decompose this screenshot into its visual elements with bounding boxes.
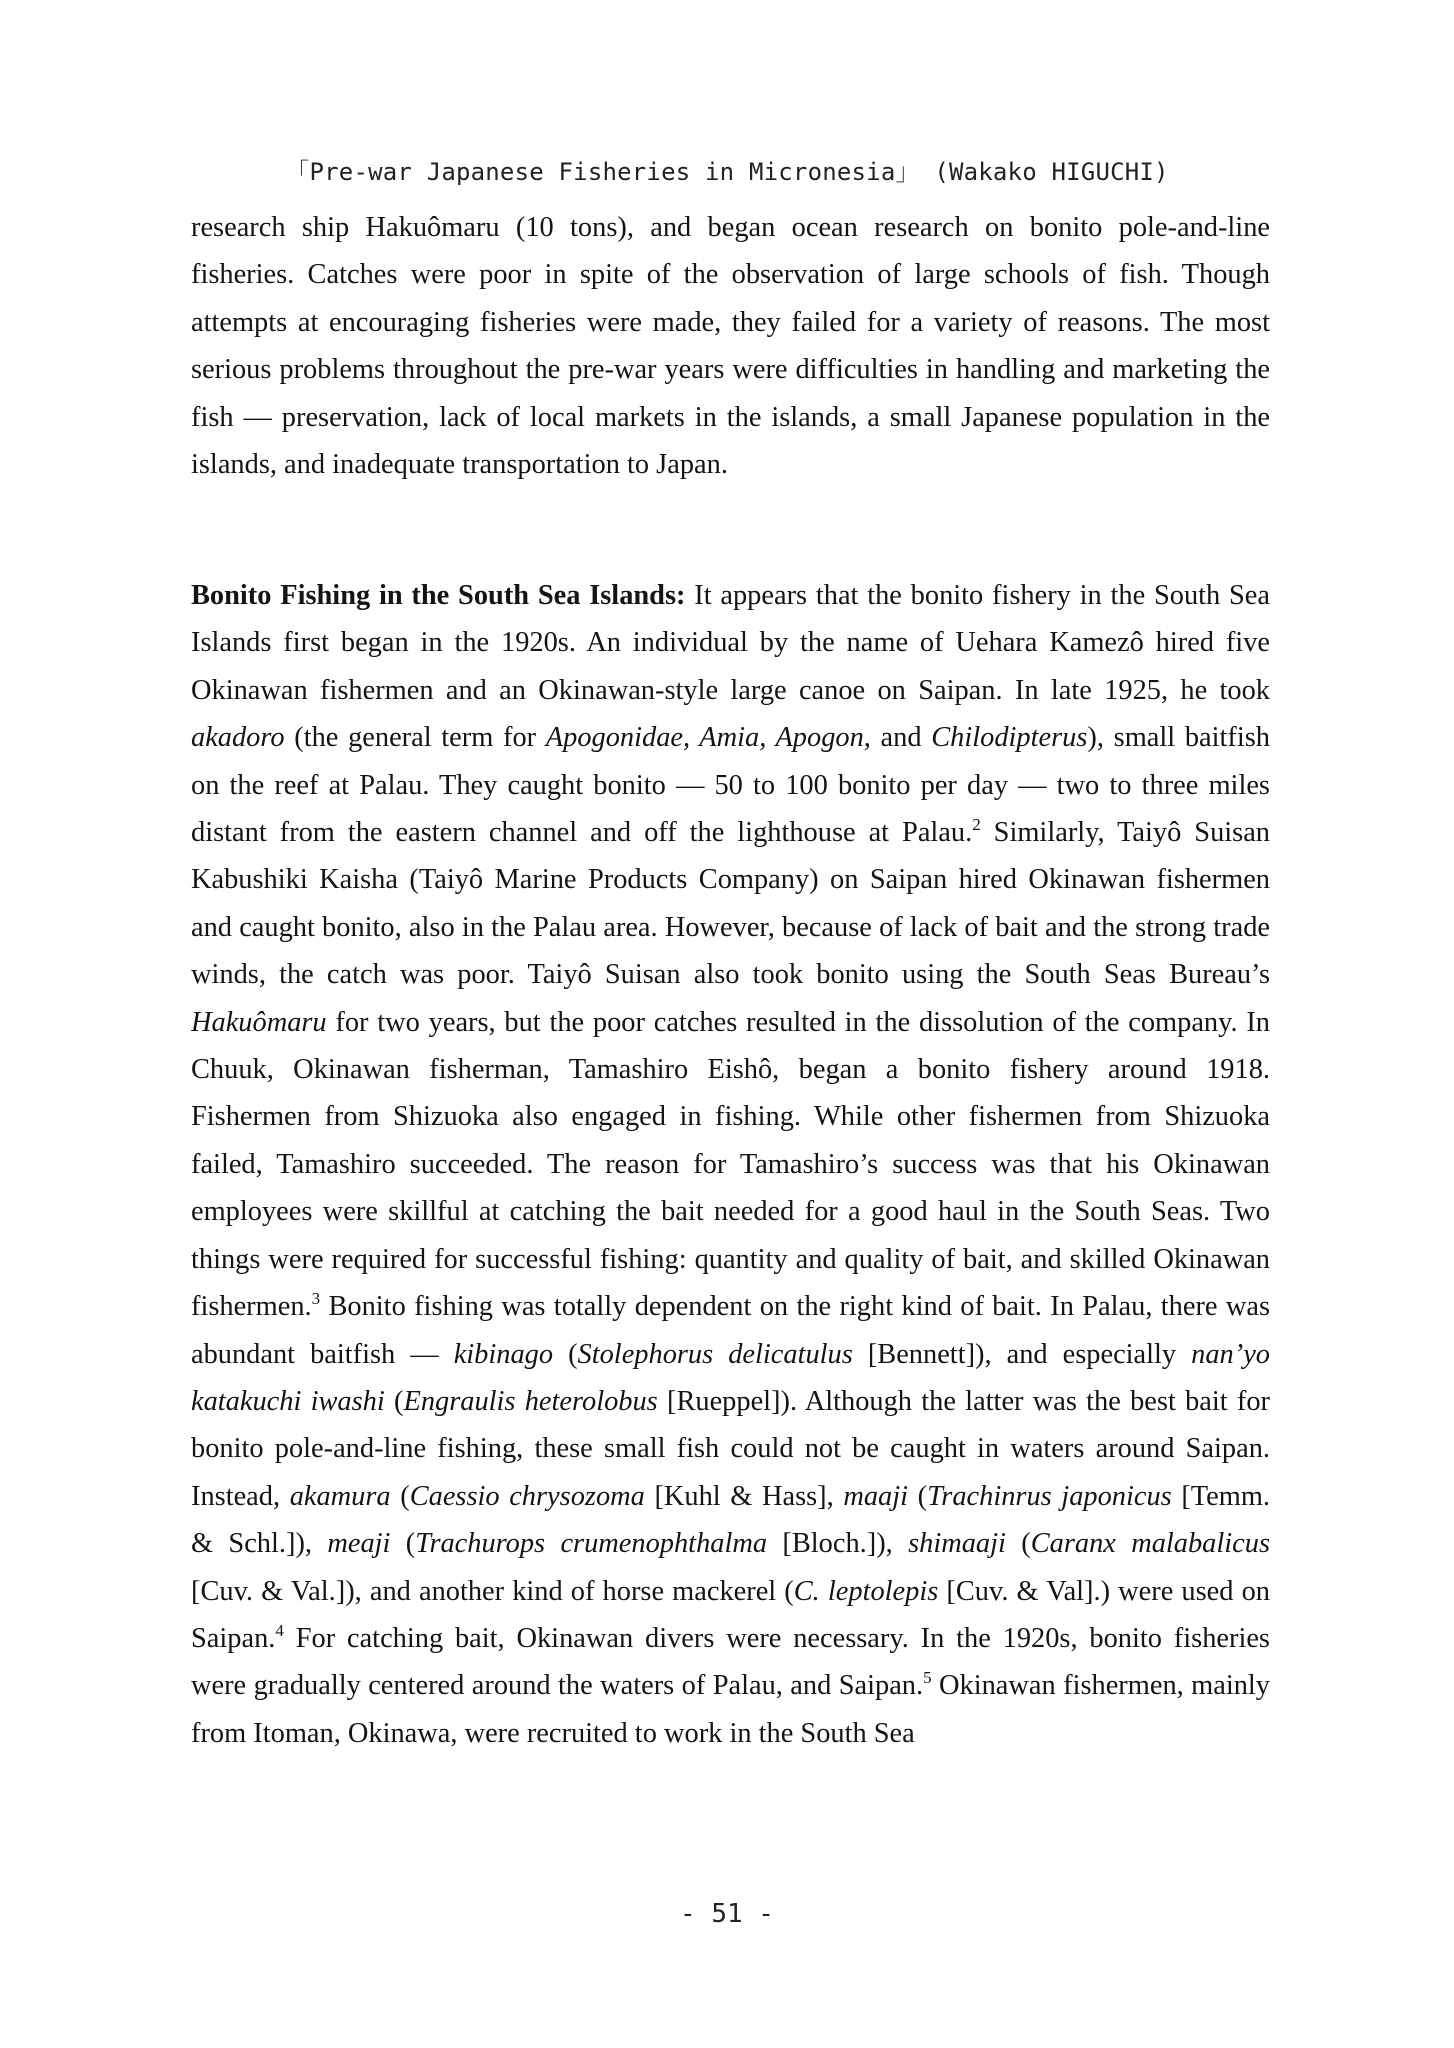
text-run: ), small baitfish on the reef at Palau. They caught bonito — 50 to 100 bonito per day — two to three miles distant from the eastern channel and off the lighthouse at Palau. bbox=[191, 722, 1270, 849]
italic-term: meaji bbox=[327, 1528, 391, 1560]
running-header: 「Pre-war Japanese Fisheries in Micronesia」 (Wakako HIGUCHI) bbox=[285, 158, 1169, 186]
italic-term: Stolephorus delicatulus bbox=[577, 1338, 853, 1370]
italic-term: akamura bbox=[289, 1480, 391, 1512]
italic-term: akadoro bbox=[191, 722, 285, 754]
text-run: [Rueppel]). Although the latter was the best bait for bonito pole-and-line fishing, these small fish could not be caught in waters around Saipan. Instead, bbox=[191, 1385, 1271, 1512]
text-run: ( bbox=[1005, 1528, 1031, 1560]
paragraph-2 bbox=[191, 572, 1270, 1757]
italic-term: C. leptolepis bbox=[793, 1575, 939, 1607]
italic-term: maaji bbox=[843, 1480, 908, 1512]
italic-term: kibinago bbox=[453, 1338, 554, 1370]
text-run: Bonito fishing was totally dependent on the right kind of bait. In Palau, there was abundant baitfish — bbox=[191, 1291, 1270, 1370]
section-heading: Bonito Fishing in the South Sea Islands: bbox=[191, 580, 686, 611]
text-run: For catching bait, Okinawan divers were necessary. In the 1920s, bonito fisheries were gradually centered around the waters of Palau, and Saipan. bbox=[191, 1622, 1270, 1702]
text-run: [Cuv. & Val.]), and another kind of horse mackerel ( bbox=[191, 1575, 794, 1607]
text-run: ( bbox=[390, 1528, 416, 1560]
text-run: [Temm. & Schl.]), bbox=[191, 1480, 1270, 1560]
text-run: for two years, but the poor catches resulted in the dissolution of the company. In Chuuk, Okinawan fisherman, Tamashiro Eishô, began a bonito fishery around 1918. Fishermen from Shizuoka also engaged in fishing. While other fishermen from Shizuoka failed, Tamashiro succeeded. The reason for Tamashiro’s success was that his Okinawan employees were skillful at catching the bait needed for a good haul in the South Seas. Two things were required for successful fishing: quantity and quality of bait, and skilled Okinawan fishermen. bbox=[191, 1006, 1270, 1323]
text-run: Similarly, Taiyô Suisan Kabushiki Kaisha (Taiyô Marine Products Company) on Saipan hired Okinawan fishermen and caught bonito, also in the Palau area. However, because of lack of bait and the strong trade winds, the catch was poor. Taiyô Suisan also took bonito using the South Seas Bureau’s bbox=[191, 817, 1270, 991]
page-number: - 51 - bbox=[680, 1899, 774, 1929]
text-run: [Kuhl & Hass], bbox=[644, 1480, 844, 1512]
text-run: It appears that the bonito fishery in the South Sea Islands first began in the 1920s. An individual by the name of Uehara Kamezô hired five Okinawan fishermen and an Okinawan-style large canoe on Saipan. In late 1925, he took bbox=[191, 580, 1270, 706]
text-run: [Bloch.]), bbox=[767, 1528, 909, 1560]
italic-term: nan’yo katakuchi iwashi bbox=[191, 1338, 1270, 1417]
text-run: [Cuv. & Val].) were used on Saipan. bbox=[191, 1575, 1270, 1654]
text-run: and bbox=[870, 722, 932, 754]
italic-term: Chilodipterus bbox=[931, 722, 1088, 754]
paragraph-1 bbox=[191, 204, 1270, 488]
text-run: [Bennett]), and especially bbox=[852, 1338, 1192, 1370]
italic-term: Apogonidae, Amia, Apogon, bbox=[545, 722, 871, 754]
text-run: ( bbox=[384, 1385, 404, 1417]
paragraph-2-text bbox=[191, 572, 1270, 1757]
text-run: ( bbox=[390, 1480, 410, 1512]
footnote-ref-2: 2 bbox=[972, 815, 981, 835]
text-run: (the general term for bbox=[284, 722, 546, 754]
text-run: ( bbox=[553, 1338, 578, 1370]
footnote-ref-3: 3 bbox=[311, 1289, 321, 1309]
footnote-ref-4: 4 bbox=[275, 1620, 284, 1640]
italic-term: Engraulis heterolobus bbox=[403, 1385, 658, 1417]
italic-term: shimaaji bbox=[908, 1528, 1006, 1560]
italic-term: Caessio chrysozoma bbox=[409, 1480, 645, 1512]
italic-term: Hakuômaru bbox=[191, 1006, 327, 1038]
italic-term: Trachinrus japonicus bbox=[927, 1480, 1172, 1512]
paragraph-1-text: research ship Hakuômaru (10 tons), and began ocean research on bonito pole-and-line fisheries. Catches were poor in spite of the observation of large schools of fish. Though attempts at encouraging fisheries were made, they failed for a variety of reasons. The most serious problems throughout the pre-war years were difficulties in handling and marketing the fish — preservation, lack of local markets in the islands, a small Japanese population in the islands, and inadequate transportation to Japan. bbox=[191, 212, 1270, 481]
italic-term: Trachurops crumenophthalma bbox=[415, 1528, 768, 1560]
text-run: Okinawan fishermen, mainly from Itoman, Okinawa, were recruited to work in the South Sea bbox=[191, 1670, 1271, 1749]
italic-term: Caranx malabalicus bbox=[1030, 1528, 1271, 1560]
text-run: ( bbox=[908, 1480, 928, 1512]
footnote-ref-5: 5 bbox=[923, 1668, 932, 1688]
